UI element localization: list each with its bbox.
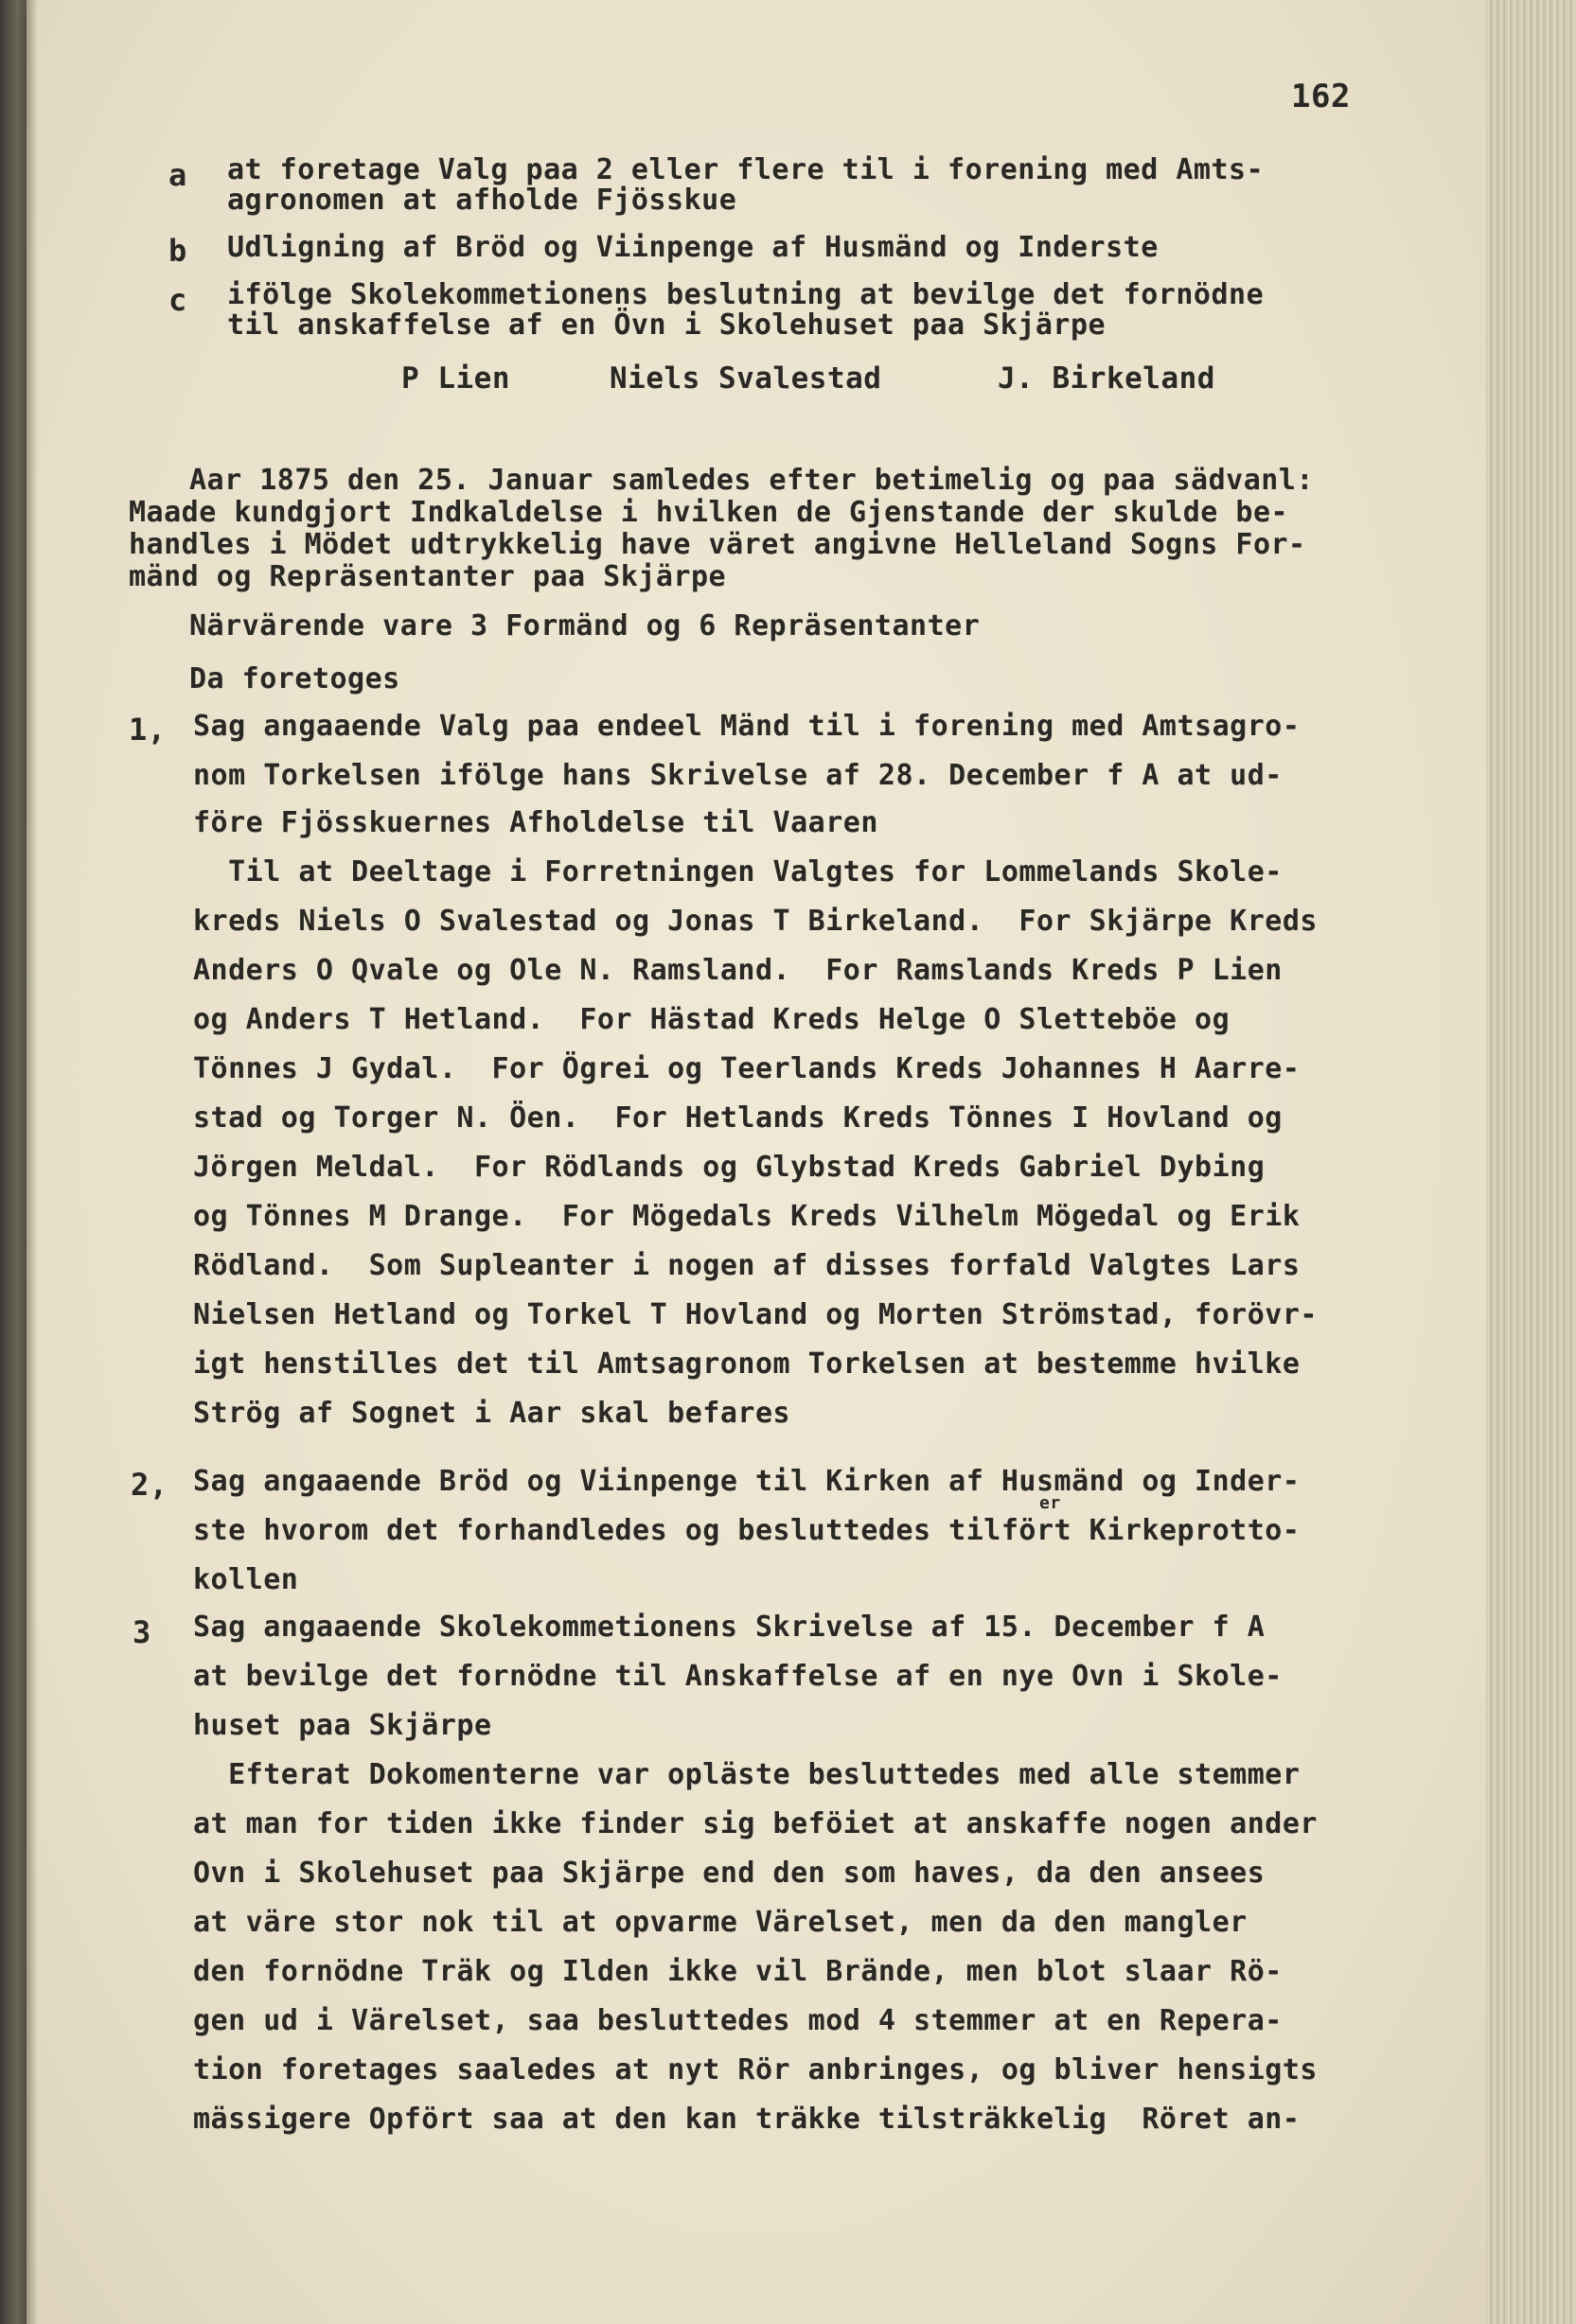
page-edges <box>1486 0 1576 2324</box>
case-line: Anders O Qvale og Ole N. Ramsland. For Ramslands Kreds P Lien <box>193 954 1283 987</box>
case-line: at väre stor nok til at opvarme Värelset, men da den mangler <box>193 1906 1248 1939</box>
case-line: före Fjösskuernes Afholdelse til Vaaren <box>193 806 878 839</box>
case-line: kreds Niels O Svalestad og Jonas T Birkeland. For Skjärpe Kreds <box>193 905 1318 938</box>
case-line: kollen <box>193 1563 299 1596</box>
case-number: 2, <box>131 1467 168 1503</box>
case-number: 1, <box>129 712 167 748</box>
signature-name: J. Birkeland <box>998 361 1215 396</box>
agenda-item-line: ifölge Skolekommetionens beslutning at bevilge det fornödne <box>227 278 1265 311</box>
intro-line: Maade kundgjort Indkaldelse i hvilken de Gjenstande der skulde be- <box>129 496 1289 529</box>
agenda-item-letter: b <box>168 233 187 269</box>
attendance-line: Närvärende vare 3 Formänd og 6 Repräsentanter <box>189 609 981 643</box>
case-line: Sag angaaende Bröd og Viinpenge til Kirken af Husmänd og Inder- <box>193 1465 1301 1498</box>
case-line: ste hvorom det forhandledes og besluttedes tilfört Kirkeprotto- <box>193 1514 1301 1547</box>
case-line: huset paa Skjärpe <box>193 1709 492 1742</box>
case-line: tion foretages saaledes at nyt Rör anbringes, og bliver hensigts <box>193 2053 1318 2086</box>
agenda-item-line: at foretage Valg paa 2 eller flere til i forening med Amts- <box>227 153 1265 186</box>
agenda-item-line: agronomen at afholde Fjösskue <box>227 184 737 217</box>
case-line: gen ud i Värelset, saa besluttedes mod 4 stemmer at en Repera- <box>193 2004 1283 2037</box>
case-line: Til at Deeltage i Forretningen Valgtes for Lommelands Skole- <box>193 855 1283 889</box>
case-line: den fornödne Träk og Ilden ikke vil Brände, men blot slaar Rö- <box>193 1955 1283 1988</box>
signature-name: Niels Svalestad <box>610 361 882 396</box>
intro-line: handles i Mödet udtrykkelig have väret angivne Helleland Sogns For- <box>129 528 1306 561</box>
case-line: at man for tiden ikke finder sig beföiet at anskaffe nogen ander <box>193 1807 1318 1840</box>
case-line: Rödland. Som Supleanter i nogen af disses forfald Valgtes Lars <box>193 1249 1301 1282</box>
signature-name: P Lien <box>401 361 510 396</box>
case-line: Ovn i Skolehuset paa Skjärpe end den som haves, da den ansees <box>193 1857 1266 1890</box>
case-line: Sag angaaende Valg paa endeel Mänd til i forening med Amtsagro- <box>193 710 1301 743</box>
agenda-item-letter: a <box>168 157 187 193</box>
proceed-line: Da foretoges <box>189 662 400 695</box>
case-line: Sag angaaende Skolekommetionens Skrivelse af 15. December f A <box>193 1611 1266 1644</box>
intro-line: Aar 1875 den 25. Januar samledes efter betimelig og paa sädvanl: <box>189 464 1314 497</box>
case-line: Strög af Sognet i Aar skal befares <box>193 1397 791 1430</box>
page-number: 162 <box>1291 78 1351 115</box>
case-line: og Anders T Hetland. For Hästad Kreds Helge O Sletteböe og <box>193 1003 1231 1036</box>
binding-shadow <box>0 0 38 2324</box>
intro-line: mänd og Repräsentanter paa Skjärpe <box>129 560 727 593</box>
agenda-item-line: Udligning af Bröd og Viinpenge af Husmänd og Inderste <box>227 231 1159 264</box>
agenda-item-letter: c <box>168 282 187 318</box>
case-line: og Tönnes M Drange. For Mögedals Kreds Vilhelm Mögedal og Erik <box>193 1200 1301 1233</box>
case-line: stad og Torger N. Öen. For Hetlands Kreds Tönnes I Hovland og <box>193 1101 1283 1135</box>
case-line: mässigere Opfört saa at den kan träkke tilsträkkelig Röret an- <box>193 2103 1301 2136</box>
case-line: Tönnes J Gydal. For Ögrei og Teerlands Kreds Johannes H Aarre- <box>193 1052 1301 1085</box>
interlinear-insertion: er <box>1039 1493 1061 1513</box>
case-line: Nielsen Hetland og Torkel T Hovland og Morten Strömstad, forövr- <box>193 1298 1318 1331</box>
case-line: igt henstilles det til Amtsagronom Torkelsen at bestemme hvilke <box>193 1347 1301 1381</box>
agenda-item-line: til anskaffelse af en Övn i Skolehuset paa Skjärpe <box>227 308 1107 342</box>
case-number: 3 <box>133 1614 151 1650</box>
case-line: Jörgen Meldal. For Rödlands og Glybstad Kreds Gabriel Dybing <box>193 1151 1266 1184</box>
case-line: nom Torkelsen ifölge hans Skrivelse af 28. December f A at ud- <box>193 759 1283 792</box>
case-line: Efterat Dokomenterne var opläste besluttedes med alle stemmer <box>193 1758 1301 1791</box>
case-line: at bevilge det fornödne til Anskaffelse af en nye Ovn i Skole- <box>193 1660 1283 1693</box>
